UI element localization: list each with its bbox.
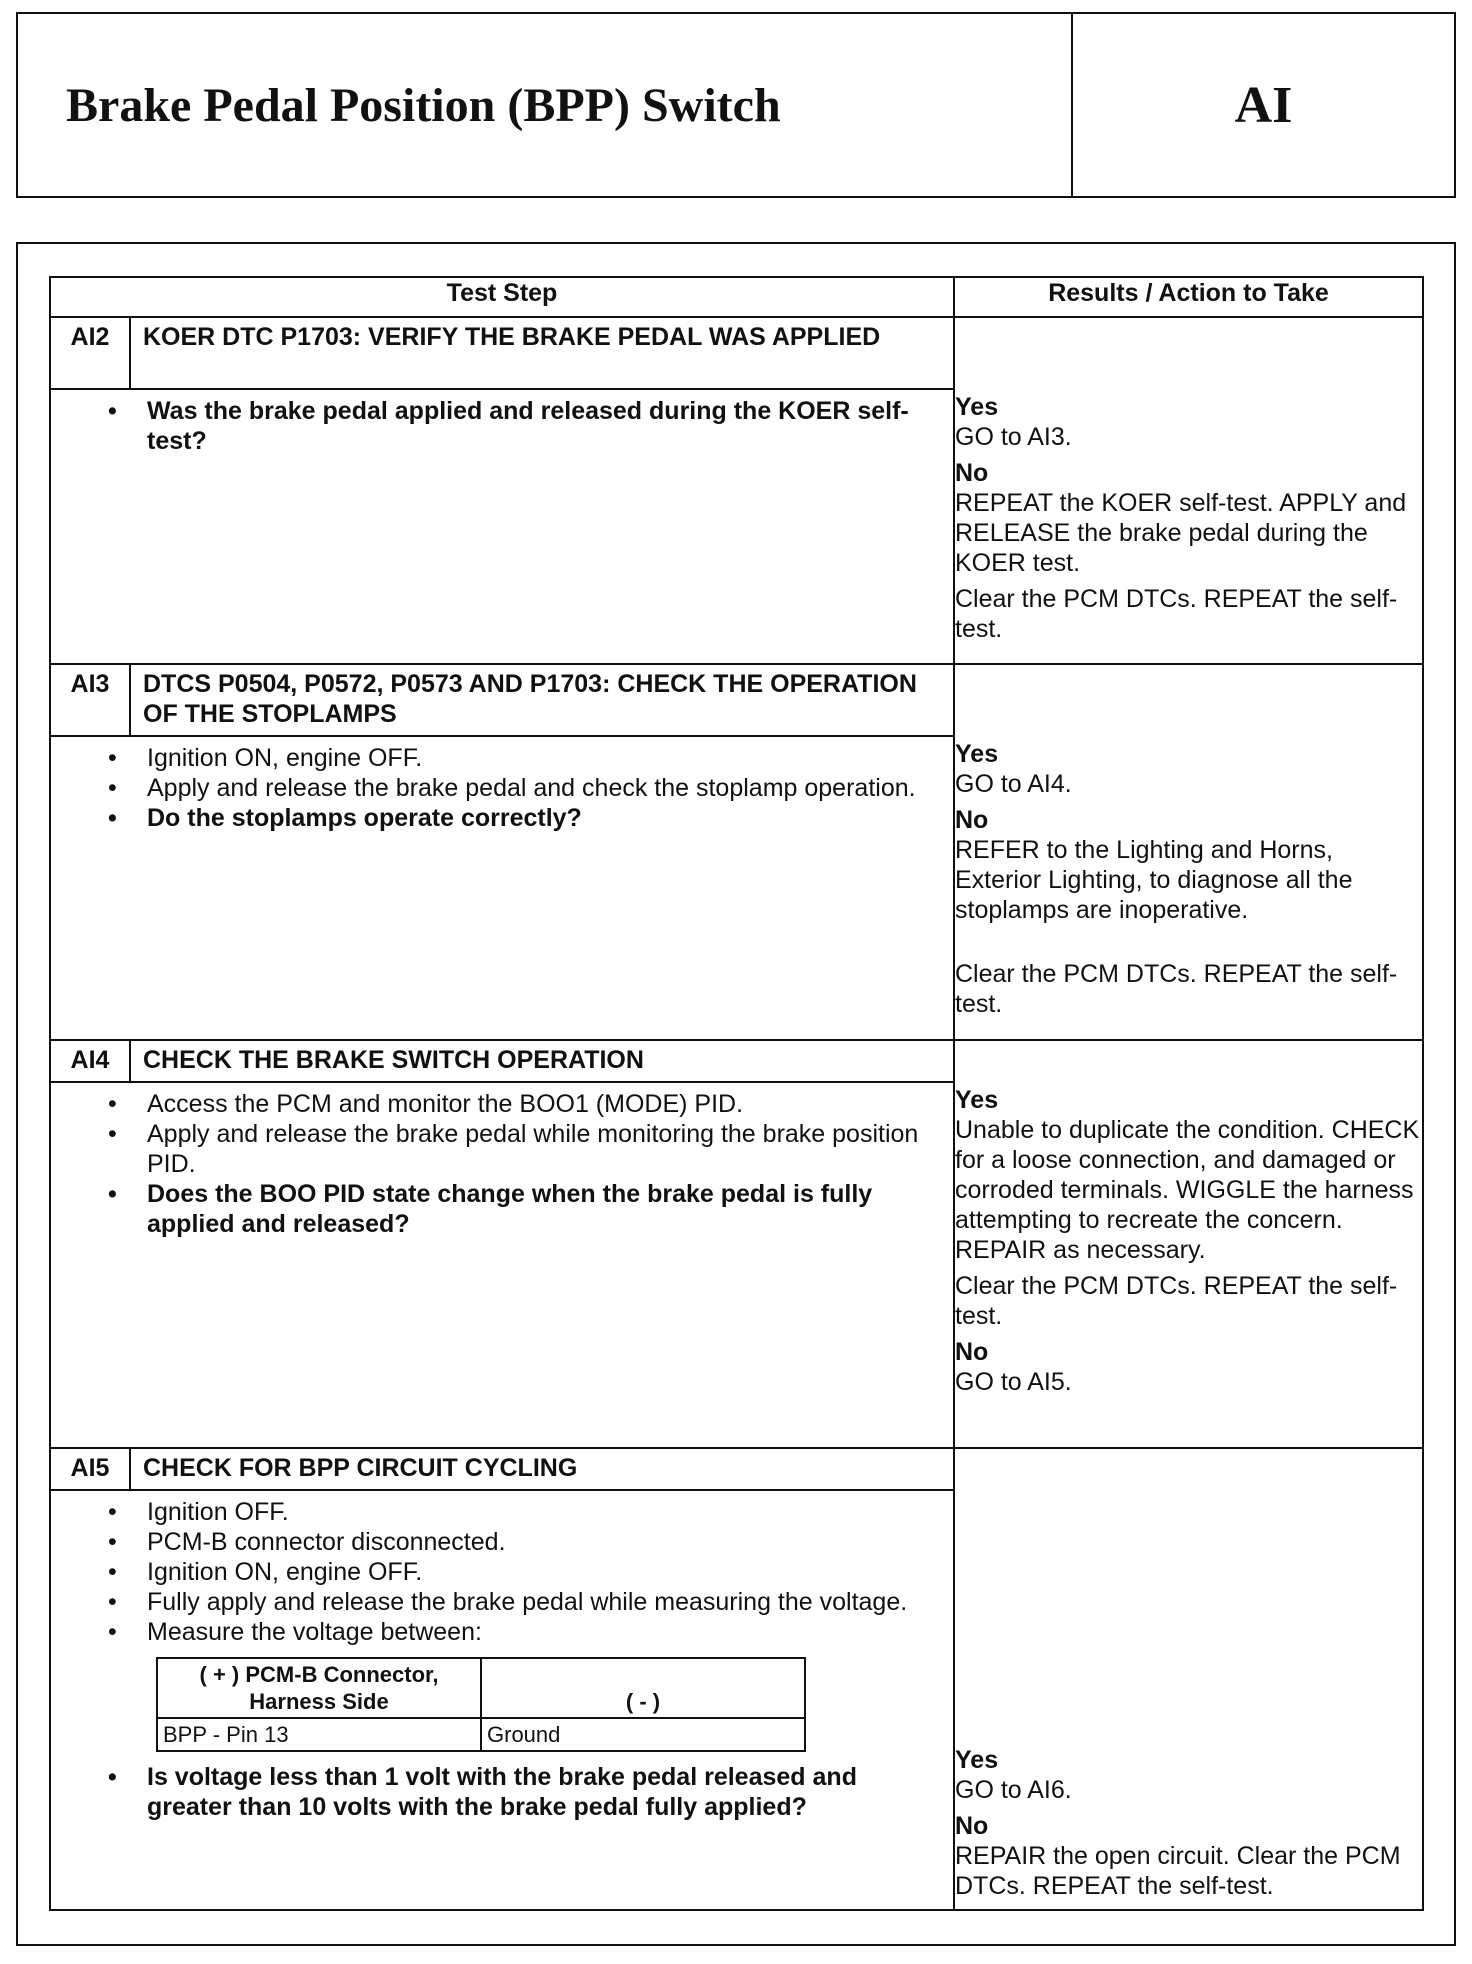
no-action: REPAIR the open circuit. Clear the PCM DTCs. REPEAT the self-test. [955, 1842, 1401, 1900]
step-instruction: • Apply and release the brake pedal and check the stoplamp operation. [147, 773, 943, 803]
col-header-test-step: Test Step [50, 277, 954, 317]
document-header [16, 12, 1456, 198]
step-instruction: • Access the PCM and monitor the BOO1 (MODE) PID. [147, 1089, 943, 1119]
yes-action-extra: Clear the PCM DTCs. REPEAT the self-test. [955, 1272, 1398, 1330]
volt-header-negative: ( - ) [481, 1658, 805, 1718]
step-question: • Was the brake pedal applied and released during the KOER self-test? [147, 396, 943, 456]
step-id: AI4 [51, 1041, 131, 1081]
step-id: AI3 [51, 665, 131, 735]
volt-cell-negative: Ground [481, 1718, 805, 1751]
step-row-ai3 [50, 664, 1423, 1040]
voltage-measurement-table [156, 1657, 806, 1752]
step-title: KOER DTC P1703: VERIFY THE BRAKE PEDAL WAS APPLIED [143, 323, 881, 351]
volt-cell-positive: BPP - Pin 13 [157, 1718, 481, 1751]
step-question: • Do the stoplamps operate correctly? [147, 803, 943, 833]
no-label: No [955, 1812, 989, 1840]
step-row-ai2 [50, 317, 1423, 664]
no-label: No [955, 459, 989, 487]
result-cell [954, 1448, 1423, 1910]
no-action: REPEAT the KOER self-test. APPLY and RELEASE the brake pedal during the KOER test. [955, 489, 1407, 577]
no-action-extra: Clear the PCM DTCs. REPEAT the self-test. [955, 960, 1398, 1018]
no-action: GO to AI5. [955, 1368, 1072, 1396]
test-step-table [49, 276, 1424, 1911]
step-instruction: • Fully apply and release the brake pedal while measuring the voltage. [147, 1587, 943, 1617]
result-cell [954, 317, 1423, 664]
step-row-ai4 [50, 1040, 1423, 1448]
step-cell [50, 664, 954, 1040]
result-cell [954, 664, 1423, 1040]
yes-action: GO to AI4. [955, 770, 1072, 798]
step-question: • Does the BOO PID state change when the brake pedal is fully applied and released? [147, 1179, 943, 1239]
step-cell [50, 1448, 954, 1910]
yes-label: Yes [955, 1746, 999, 1774]
step-instruction: • Ignition OFF. [147, 1497, 943, 1527]
step-title: CHECK FOR BPP CIRCUIT CYCLING [143, 1454, 578, 1482]
step-instruction: • PCM-B connector disconnected. [147, 1527, 943, 1557]
page-title: Brake Pedal Position (BPP) Switch [18, 14, 1073, 196]
yes-action: GO to AI3. [955, 423, 1072, 451]
step-question: • Is voltage less than 1 volt with the brake pedal released and greater than 10 volts with the brake pedal fully applied? [147, 1762, 943, 1822]
yes-label: Yes [955, 740, 999, 768]
no-label: No [955, 1338, 989, 1366]
no-label: No [955, 806, 989, 834]
step-id: AI5 [51, 1449, 131, 1489]
result-cell [954, 1040, 1423, 1448]
volt-header-positive: ( + ) PCM-B Connector, Harness Side [157, 1658, 481, 1718]
step-instruction: • Apply and release the brake pedal while monitoring the brake position PID. [147, 1119, 943, 1179]
step-title: DTCS P0504, P0572, P0573 AND P1703: CHECK THE OPERATION OF THE STOPLAMPS [143, 670, 917, 728]
step-row-ai5 [50, 1448, 1423, 1910]
step-cell [50, 317, 954, 664]
no-action-extra: Clear the PCM DTCs. REPEAT the self-test. [955, 585, 1398, 643]
step-instruction: • Measure the voltage between: [147, 1617, 943, 1647]
step-cell [50, 1040, 954, 1448]
step-instruction: • Ignition ON, engine OFF. [147, 743, 943, 773]
step-title: CHECK THE BRAKE SWITCH OPERATION [143, 1046, 644, 1074]
no-action: REFER to the Lighting and Horns, Exterior Lighting, to diagnose all the stoplamps are inoperative. [955, 836, 1353, 924]
yes-label: Yes [955, 393, 999, 421]
yes-action: Unable to duplicate the condition. CHECK for a loose connection, and damaged or corroded terminals. WIGGLE the harness attempting to recreate the concern. REPAIR as necessary. [955, 1116, 1420, 1264]
section-code: AI [1234, 76, 1293, 134]
yes-action: GO to AI6. [955, 1776, 1072, 1804]
step-id: AI2 [51, 318, 131, 388]
step-instruction: • Ignition ON, engine OFF. [147, 1557, 943, 1587]
yes-label: Yes [955, 1086, 999, 1114]
table-header-row [50, 277, 1423, 317]
col-header-results: Results / Action to Take [954, 277, 1423, 317]
